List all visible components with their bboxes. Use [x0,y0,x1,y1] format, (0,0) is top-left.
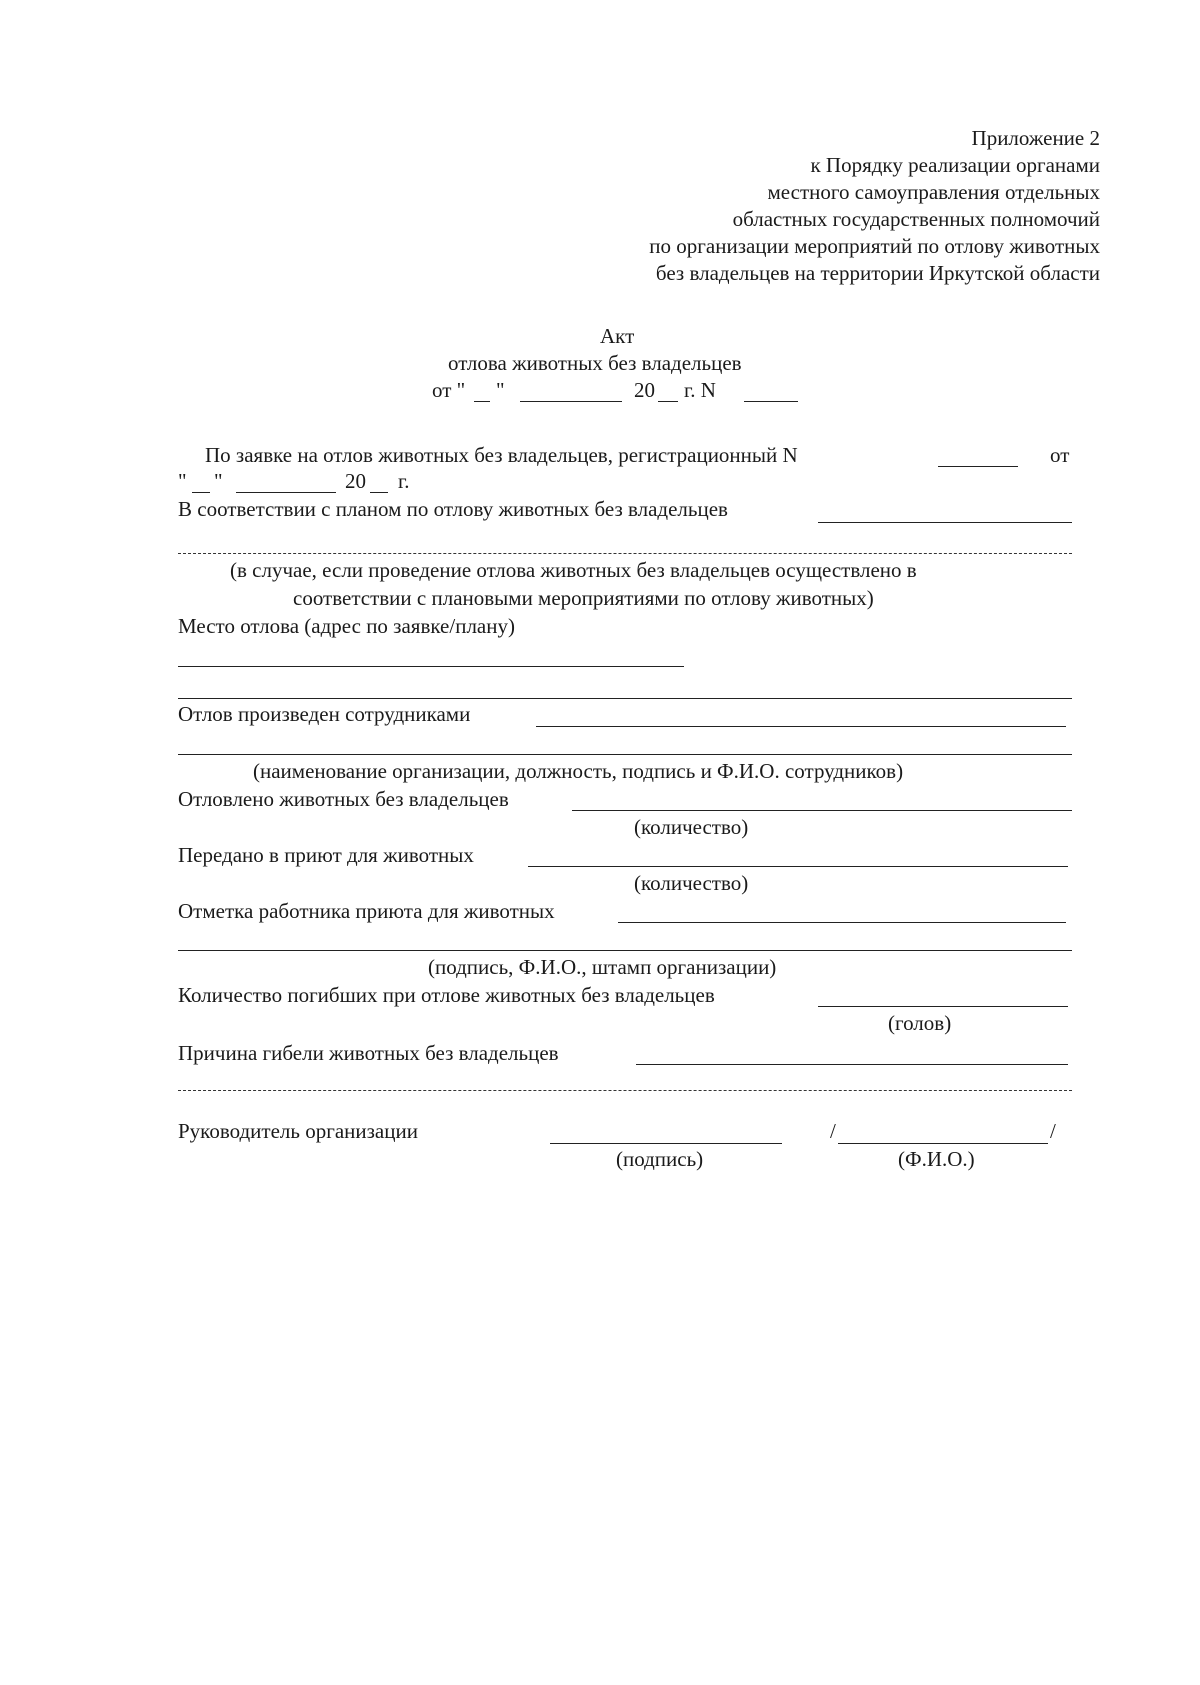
request-day-field[interactable] [192,492,210,493]
staff-field-continuation[interactable] [178,754,1072,755]
plan-label: В соответствии с планом по отлову животных без владельцев [178,497,728,521]
sign-note: (подпись) [616,1147,704,1171]
caught-field[interactable] [572,810,1072,811]
plan-note-1: (в случае, если проведение отлова животных без владельцев осуществлено в [230,558,917,582]
caught-label: Отловлено животных без владельцев [178,787,509,811]
request-month-field[interactable] [236,492,336,493]
request-label: По заявке на отлов животных без владельцев, регистрационный N [205,443,798,467]
head-fio-field[interactable] [838,1143,1048,1144]
shelter-mark-continuation[interactable] [178,950,1072,951]
doc-number-label: г. N [684,378,716,402]
cause-field[interactable] [636,1064,1068,1065]
appendix-line-2: к Порядку реализации органами [810,153,1100,177]
plan-note-2: соответствии с плановыми мероприятиями по отлову животных) [293,586,874,610]
plan-field[interactable] [818,522,1072,523]
request-date-close: " [214,469,223,493]
doc-subtitle: отлова животных без владельцев [448,351,742,375]
date-year-field[interactable] [658,401,678,402]
shelter-mark-field[interactable] [618,922,1066,923]
doc-date-year: 20 [634,378,655,402]
plan-field-continuation[interactable] [178,553,1072,554]
dead-label: Количество погибших при отлове животных без владельцев [178,983,715,1007]
dead-field[interactable] [818,1006,1068,1007]
dead-note: (голов) [888,1011,952,1035]
head-label: Руководитель организации [178,1119,418,1143]
caught-note: (количество) [634,815,749,839]
staff-note: (наименование организации, должность, подпись и Ф.И.О. сотрудников) [253,759,904,783]
request-year-field[interactable] [370,492,388,493]
request-date-open: " [178,469,187,493]
shelter-label: Передано в приют для животных [178,843,474,867]
doc-title: Акт [600,324,635,348]
appendix-line-3: местного самоуправления отдельных [767,180,1100,204]
appendix-line-6: без владельцев на территории Иркутской области [655,261,1100,285]
cause-field-continuation[interactable] [178,1090,1072,1091]
fio-slash-left: / [830,1119,836,1143]
request-from-label: от [1050,443,1070,467]
place-field-2[interactable] [178,698,1072,699]
staff-field[interactable] [536,726,1066,727]
appendix-line-1: Приложение 2 [971,126,1100,150]
appendix-line-4: областных государственных полномочий [732,207,1100,231]
doc-date-prefix: от " [432,378,466,402]
place-field-1[interactable] [178,666,684,667]
shelter-note: (количество) [634,871,749,895]
fio-note: (Ф.И.О.) [898,1147,975,1171]
shelter-field[interactable] [528,866,1068,867]
head-signature-field[interactable] [550,1143,782,1144]
doc-date-sep: " [496,378,505,402]
cause-label: Причина гибели животных без владельцев [178,1041,559,1065]
request-g: г. [398,469,410,493]
request-year: 20 [345,469,366,493]
shelter-mark-label: Отметка работника приюта для животных [178,899,555,923]
date-month-field[interactable] [520,401,622,402]
place-label: Место отлова (адрес по заявке/плану) [178,614,515,638]
date-day-field[interactable] [474,401,490,402]
request-number-field[interactable] [938,466,1018,467]
doc-number-field[interactable] [744,401,798,402]
staff-label: Отлов произведен сотрудниками [178,702,471,726]
fio-slash-right: / [1050,1119,1056,1143]
shelter-mark-note: (подпись, Ф.И.О., штамп организации) [428,955,777,979]
appendix-line-5: по организации мероприятий по отлову животных [649,234,1100,258]
